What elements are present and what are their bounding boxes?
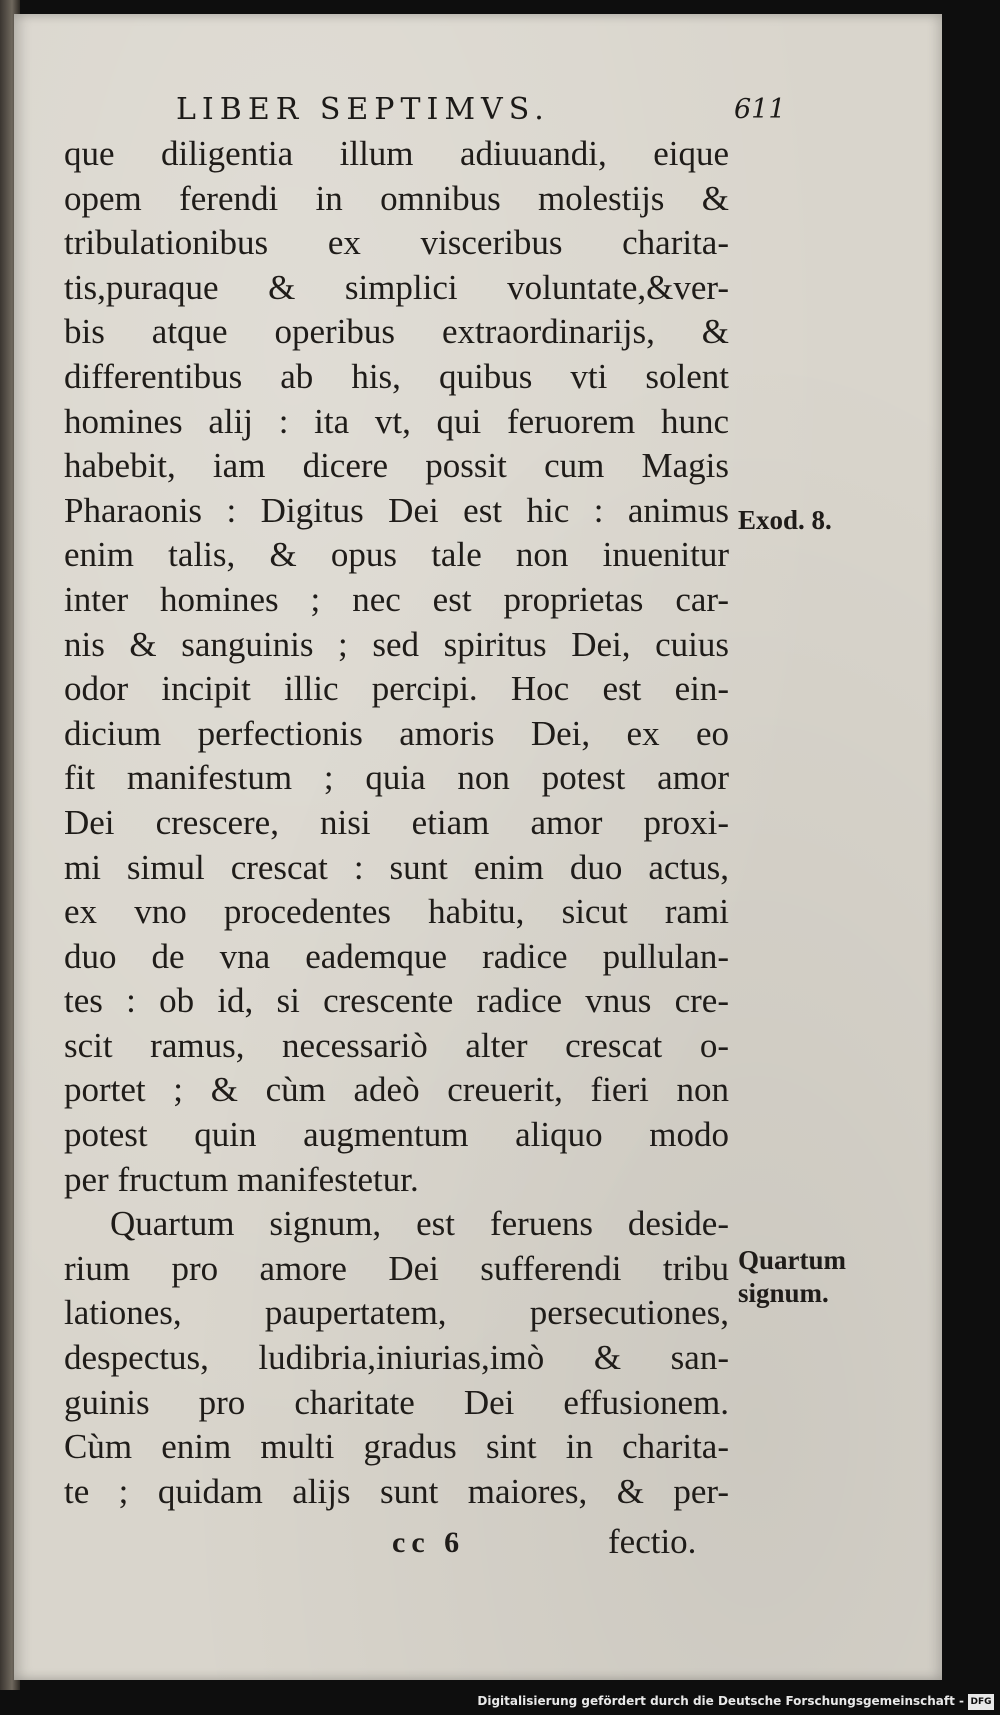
margin-note-exodus: Exod. 8.: [738, 505, 832, 535]
text-line: habebit, iam dicere possit cum Magis: [64, 446, 729, 486]
text-line: enim talis, & opus tale non inuenitur: [64, 535, 729, 575]
text-line: fit manifestum ; quia non potest amor: [64, 758, 729, 798]
text-line: Dei crescere, nisi etiam amor proxi-: [64, 802, 729, 842]
text-line: lationes, paupertatem, persecutiones,: [64, 1293, 729, 1333]
text-line: homines alij : ita vt, qui feruorem hunc: [64, 401, 729, 441]
dfg-logo: DFG: [968, 1694, 994, 1710]
text-line: tis,puraque & simplici voluntate,&ver-: [64, 267, 729, 307]
text-line: per fructum manifestetur.: [64, 1159, 419, 1199]
text-line: opem ferendi in omnibus molestijs &: [64, 178, 729, 218]
body-text: [64, 132, 729, 1514]
margin-note-line: signum.: [738, 1278, 829, 1308]
text-line: Pharaonis : Digitus Dei est hic : animus: [64, 490, 729, 530]
text-line: guinis pro charitate Dei effusionem.: [64, 1382, 729, 1422]
text-line: que diligentia illum adiuuandi, eique: [64, 134, 729, 173]
text-line: inter homines ; nec est proprietas car-: [64, 579, 729, 619]
running-title: LIBER SEPTIMVS.: [176, 92, 550, 127]
funding-credit: Digitalisierung gefördert durch die Deutsche Forschungsgemeinschaft -: [477, 1694, 964, 1708]
text-line: dicium perfectionis amoris Dei, ex eo: [64, 713, 729, 753]
text-line: tes : ob id, si crescente radice vnus cre-: [64, 981, 729, 1021]
margin-note-quartum: [738, 1244, 846, 1310]
text-line: mi simul crescat : sunt enim duo actus,: [64, 847, 729, 887]
signature-mark: cc 6: [392, 1526, 466, 1559]
text-line: portet ; & cùm adeò creuerit, fieri non: [64, 1070, 729, 1110]
text-line: potest quin augmentum aliquo modo: [64, 1115, 729, 1155]
text-line: tribulationibus ex visceribus charita-: [64, 223, 729, 263]
text-line: odor incipit illic percipi. Hoc est ein-: [64, 669, 729, 709]
text-line: despectus, ludibria,iniurias,imò & san-: [64, 1338, 729, 1378]
text-line: differentibus ab his, quibus vti solent: [64, 356, 729, 396]
page-number: 611: [734, 94, 786, 125]
text-line: te ; quidam alijs sunt maiores, & per-: [64, 1471, 729, 1511]
text-line: ex vno procedentes habitu, sicut rami: [64, 892, 729, 932]
text-line: duo de vna eademque radice pullulan-: [64, 936, 729, 976]
paragraph-start-line: Quartum signum, est feruens deside-: [110, 1204, 729, 1244]
text-line: Cùm enim multi gradus sint in charita-: [64, 1427, 729, 1467]
page-footer: [14, 1522, 954, 1572]
credit-bar: [0, 1690, 1000, 1715]
book-page: [14, 14, 942, 1680]
text-line: bis atque operibus extraordinarijs, &: [64, 312, 729, 352]
text-line: nis & sanguinis ; sed spiritus Dei, cuius: [64, 624, 729, 664]
text-line: scit ramus, necessariò alter crescat o-: [64, 1025, 729, 1065]
catchword: fectio.: [608, 1522, 697, 1561]
text-line: rium pro amore Dei sufferendi tribu: [64, 1248, 729, 1288]
margin-notes: [738, 14, 898, 1680]
margin-note-line: Quartum: [738, 1245, 846, 1275]
